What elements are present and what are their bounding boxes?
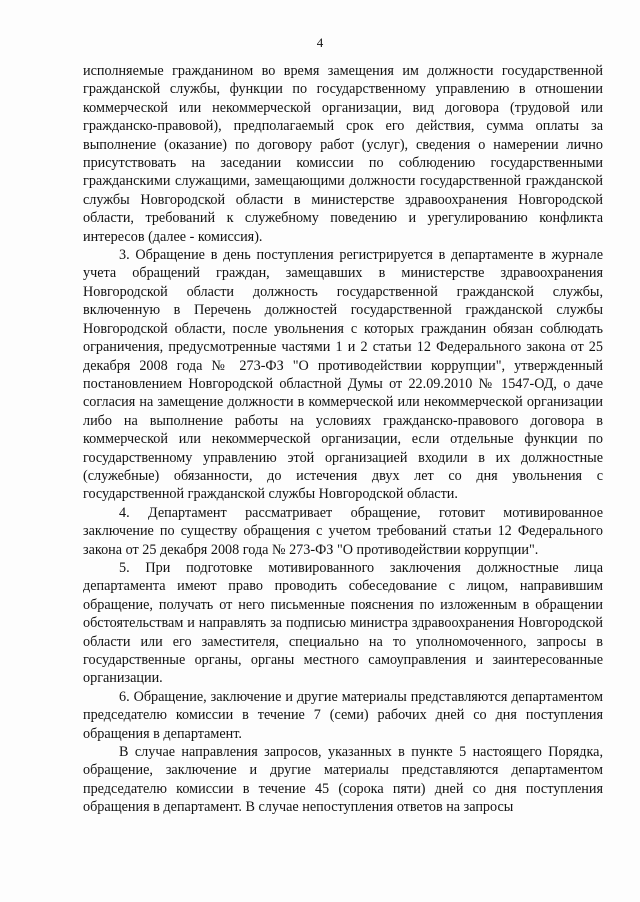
page-number: 4 <box>316 35 324 50</box>
paragraph-requests-case: В случае направления запросов, указанных в пункте 5 настоящего Порядка, обращение, заключение и другие материалы представляются департаментом председателю комиссии в течение 45 (сорока пяти) дней со дня поступления обращения в департамент. В случае непоступления ответов на запросы <box>83 744 603 816</box>
paragraph-item-3: 3. Обращение в день поступления регистрируется в департаменте в журнале учета обращений граждан, замещавших в министерстве здравоохранения Новгородской области должность государственной гражданской службы, включенную в Перечень должностей государственной гражданской службы Новгородской области, после увольнения с которых гражданин обязан соблюдать ограничения, предусмотренные частями 1 и 2 статьи 12 Федерального закона от 25 декабря 2008 года № 273-ФЗ "О противодействии коррупции", утвержденный постановлением Новгородской областной Думы от 22.09.2010 № 1547-ОД, о даче согласия на замещение должности в коммерческой или некоммерческой организации либо на выполнение работы на условиях гражданско-правового договора в коммерческой или некоммерческой организации, если отдельные функции по государственному управлению этой организацией входили в их должностные (служебные) обязанности, до истечения двух лет со дня увольнения с государственной гражданской службы Новгородской области. <box>83 247 603 503</box>
paragraph-item-4: 4. Департамент рассматривает обращение, готовит мотивированное заключение по существу обращения с учетом требований статьи 12 Федерального закона от 25 декабря 2008 года № 273-ФЗ "О противодействии коррупции". <box>83 504 603 558</box>
paragraph-continuation: исполняемые гражданином во время замещения им должности государственной гражданской службы, функции по государственному управлению в отношении коммерческой или некоммерческой организации, вид договора (трудовой или гражданско-правовой), предполагаемый срок его действия, сумма оплаты за выполнение (оказание) по договору работ (услуг), сведения о намерении лично присутствовать на заседании комиссии по соблюдению государственными гражданскими служащими, замещающими должности государственной гражданской службы Новгородской области в министерстве здравоохранения Новгородской области, требований к служебному поведению и урегулированию конфликта интересов (далее - комиссия). <box>83 63 603 245</box>
paragraph-item-6: 6. Обращение, заключение и другие материалы представляются департаментом председателю комиссии в течение 7 (семи) рабочих дней со дня поступления обращения в департамент. <box>83 688 603 742</box>
paragraph-item-5: 5. При подготовке мотивированного заключения должностные лица департамента имеют право проводить собеседование с лицом, направившим обращение, получать от него письменные пояснения по изложенным в обращении обстоятельствам и направлять за подписью министра здравоохранения Новгородской области или его заместителя, специально на то уполномоченного, запросы в государственные органы, органы местного самоуправления и заинтересованные организации. <box>83 559 603 687</box>
document-body <box>83 62 603 817</box>
